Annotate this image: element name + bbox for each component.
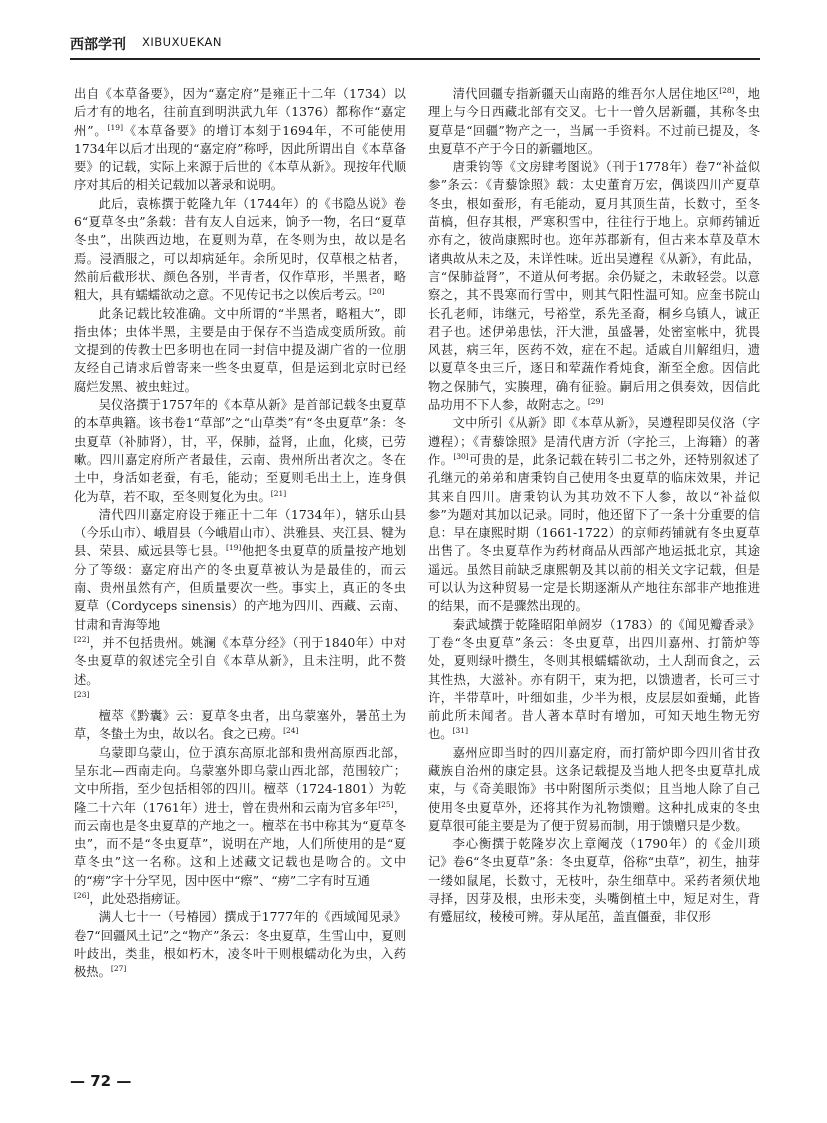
paragraph	[74, 85, 406, 195]
paragraph-text: 清代四川嘉定府设于雍正十二年（1734年），辖乐山县（今乐山市）、峨眉县（今峨眉山市）、洪雅县、夹江县、犍为县、荣县、威远县等七县。	[74, 507, 407, 559]
header-rule	[70, 58, 760, 60]
left-text-column	[74, 85, 406, 982]
right-text-column	[428, 85, 760, 927]
paragraph-text: ，此处恐指痨证。	[89, 892, 188, 907]
citation-ref: [25]	[378, 799, 394, 809]
paragraph-text: ，并不包括贵州。姚澜《本草分经》（刊于1840年）中对冬虫夏草的叙述完全引自《本草从新》，且未注明，此不赘述。	[74, 635, 406, 687]
paragraph	[428, 744, 760, 835]
citation-ref: [26]	[74, 890, 90, 900]
paragraph-text: 秦武域撰于乾隆昭阳单阏岁（1783）的《闻见瓣香录》丁卷“冬虫夏草”条云：冬虫夏草，出四川嘉州、打箭炉等处，夏则绿叶攒生，冬则其根蠕蠕欲动，土人刮而食之，云其性热，大滋补。亦有阴干，束为把，以馈遗者，长可三寸许，半带草叶，叶细如韭，少半为根，皮层层如蚕蛹，此皆前此所未闻者。昔人著本草时有增加，可知天地生物无穷也。	[428, 617, 760, 742]
paragraph	[74, 744, 406, 890]
paragraph	[74, 305, 406, 396]
paragraph	[428, 85, 760, 158]
citation-ref: [27]	[110, 964, 127, 974]
paragraph	[74, 890, 406, 908]
citation-ref: [29]	[587, 396, 604, 406]
paragraph-text: ，地理上与今日西藏北部有交叉。七十一曾久居新疆，其称冬虫夏草是“回疆”物产之一，当属一手资料。不过前已提及，冬虫夏草不产于今日的新疆地区。	[428, 87, 760, 156]
paragraph-text: ，而云南也是冬虫夏草的产地之一。檀萃在书中称其为“夏草冬虫”，而不是“冬虫夏草”，说明在产地，人们所使用的是“夏草冬虫”这一名称。这和上述藏文记载也是吻合的。文中的“痨”字十分罕见，因中医中“瘵”、“痨”二字有时互通	[74, 800, 406, 888]
paragraph-text: 出自《本草备要》，因为“嘉定府”是雍正十二年（1734）以后才有的地名，往前直到明洪武九年（1376）都称作“嘉定州”。	[74, 87, 406, 138]
citation-ref: [30]	[453, 451, 469, 461]
paragraph-text: 文中所引《从新》即《本草从新》，吴遵程即吴仪洛（字遵程）；《青藜馀照》是清代唐方沂（字抡三，上海籍）的著作。	[428, 416, 760, 467]
paragraph	[428, 616, 760, 744]
citation-ref: [22]	[74, 634, 90, 644]
paragraph-text: 嘉州应即当时的四川嘉定府，而打箭炉即今四川省甘孜藏族自治州的康定县。这条记载提及当地人把冬虫夏草扎成束，与《奇美眼饰》书中附图所示类似；且当地人除了自己使用冬虫夏草外，还将其作为礼物馈赠。这种扎成束的冬虫夏草很可能主要是为了便于贸易而制，用于馈赠只是少数。	[428, 745, 760, 833]
journal-pinyin: XIBUXUEKAN	[142, 35, 222, 49]
paragraph-text: 他把冬虫夏草的质量按产地划分了等级：嘉定府出产的冬虫夏草被认为是最佳的，而云南、贵州虽然有产，但质量要次一些。事实上，真正的冬虫夏草（Cordyceps sinensis）的产地为四川、西藏、云南、甘肃和青海等地	[74, 544, 406, 632]
paragraph	[74, 506, 406, 634]
running-header	[70, 34, 760, 56]
paragraph-text: 吴仪洛撰于1757年的《本草从新》是首部记载冬虫夏草的本草典籍。该书卷1“草部”之“山草类”有“冬虫夏草”条：冬虫夏草（补肺肾），甘，平，保肺，益肾，止血，化痰，已劳嗽。四川嘉定府所产者最佳，云南、贵州所出者次之。冬在土中，身活如老蚕，有毛，能动；至夏则毛出土上，连身俱化为草，若不取，至冬则复化为虫。	[74, 398, 406, 504]
paragraph-text: 满人七十一（号椿园）撰成于1777年的《西域闻见录》卷7“回疆风土记”之“物产”条云：冬虫夏草，生雪山中，夏则叶歧出，类韭，根如朽木，凌冬叶干则根蠕动化为虫，入药极热。	[74, 910, 406, 980]
paragraph	[74, 195, 406, 305]
paragraph	[74, 634, 406, 689]
journal-title: 西部学刊	[70, 37, 126, 53]
paragraph-text: 唐秉钧等《文房肆考图说》（刊于1778年）卷7“补益似参”条云：《青藜馀照》载：太史董育万宏，偶谈四川产夏草冬虫，根如蚕形，有毛能动，夏月其顶生苗，长数寸，至冬苗槁，但存其根，严寒积雪中，往往行于地上。京师药铺近亦有之，彼尚康熙时也。迩年苏郡新有，但古来本草及草木诸典故从未之及，未详性味。近出吴遵程《从新》，有此品，言“保肺益肾”，不道从何考据。余仍疑之，未敢轻尝。以意察之，其不畏寒而行雪中，则其气阳性温可知。应奎书院山长孔老师，讳继元，号裕堂，系先圣裔，桐乡乌镇人，诚正君子也。述伊弟患怯，汗大泄，虽盛暑，处密室帐中，犹畏风甚，病三年，医药不效，症在不起。适戚自川解组归，遗以夏草冬虫三斤，逐日和荤蔬作肴炖食，渐至全愈。因信此物之保肺气，实腠理，确有征验。嗣后用之俱奏效，因信此品功用不下人参，故附志之。	[428, 160, 760, 413]
paragraph	[74, 908, 406, 981]
citation-ref: [28]	[719, 85, 735, 95]
paragraph	[74, 689, 406, 707]
paragraph-text: 清代回疆专指新疆天山南路的维吾尔人居住地区	[452, 87, 720, 101]
paragraph	[74, 707, 406, 744]
paragraph	[428, 835, 760, 926]
paragraph-text: 乌蒙即乌蒙山，位于滇东高原北部和贵州高原西北部，呈东北—西南走向。乌蒙塞外即乌蒙山西北部，范围较广；文中所指，至少包括相邻的四川。檀萃（1724-1801）为乾隆二十六年（1761年）进士，曾在贵州和云南为官多年	[74, 745, 406, 815]
citation-ref: [24]	[283, 726, 299, 736]
paragraph	[428, 158, 760, 414]
paragraph-text: 此后，袁栋撰于乾隆九年（1744年）的《书隐丛说》卷6“夏草冬虫”条载：昔有友人自远来，饷予一物，名曰“夏草冬虫”，出陕西边地，在夏则为草，在冬则为虫，故以是名焉。浸酒服之，可以却病延年。余所见时，仅草根之枯者，然前后截形状、颜色各别，半青者，仅作草形，半黑者，略粗大，具有蠕蠕欲动之意。不见传记书之以俟后考云。	[74, 196, 406, 303]
citation-ref: [20]	[369, 287, 385, 297]
paragraph-text: 《本草备要》的增订本刻于1694年，不可能使用1734年以后才出现的“嘉定府”称呼，因此所谓出自《本草备要》的记载，实际上来源于后世的《本草从新》。现按年代顺序对其后的相关记载加以著录和说明。	[74, 123, 406, 193]
paragraph	[74, 396, 406, 506]
citation-ref: [19]	[107, 122, 123, 132]
citation-ref: [23]	[74, 689, 90, 699]
paragraph-text: 可贵的是，此条记载在转引二书之外，还特别叙述了孔继元的弟弟和唐秉钧自己使用冬虫夏草的临床效果，并记其来自四川。唐秉钧认为其功效不下人参，故以“补益似参”为题对其加以记录。同时，他还留下了一条十分重要的信息：早在康熙时期（1661-1722）的京师药铺就有冬虫夏草出售了。冬虫夏草作为药材商品从西部产地运抵北京，其途遥远。虽然目前缺乏康熙朝及其以前的相关文字记载，但是可以认为这种贸易一定是长期逐渐从产地往东部非产地推进的结果，而不是骤然出现的。	[428, 452, 760, 614]
paragraph	[428, 414, 760, 615]
paragraph-text: 此条记载比较准确。文中所谓的“半黑者，略粗大”，即指虫体；虫体半黑，主要是由于保存不当造成变质所致。前文提到的传教士巴多明也在同一封信中提及湖广省的一位朋友经自己请求后曾寄来一些冬虫夏草，但是运到北京时已经腐烂发黑、被虫蛀过。	[74, 306, 406, 394]
citation-ref: [21]	[270, 488, 287, 498]
citation-ref: [19]	[225, 543, 242, 553]
page-number: — 72 —	[70, 1072, 132, 1090]
paragraph-text: 李心衡撰于乾隆岁次上章阉茂（1790年）的《金川琐记》卷6“冬虫夏草”条：冬虫夏草，俗称“虫草”，初生，抽芽一缕如鼠尾，长数寸，无枝叶，杂生细草中。采药者须伏地寻择，因芽及根，虫形未变，头嘴倒植土中，短足对生，背有蹙屈纹，稜稜可辨。芽从尾茁，盖直僵蚕，非仅形	[428, 837, 760, 925]
citation-ref: [31]	[452, 726, 469, 736]
paragraph-text: 檀萃《黔囊》云：夏草冬虫者，出乌蒙塞外，暑茁土为草，冬蛰土为虫，故以名。食之已痨。	[74, 709, 406, 742]
